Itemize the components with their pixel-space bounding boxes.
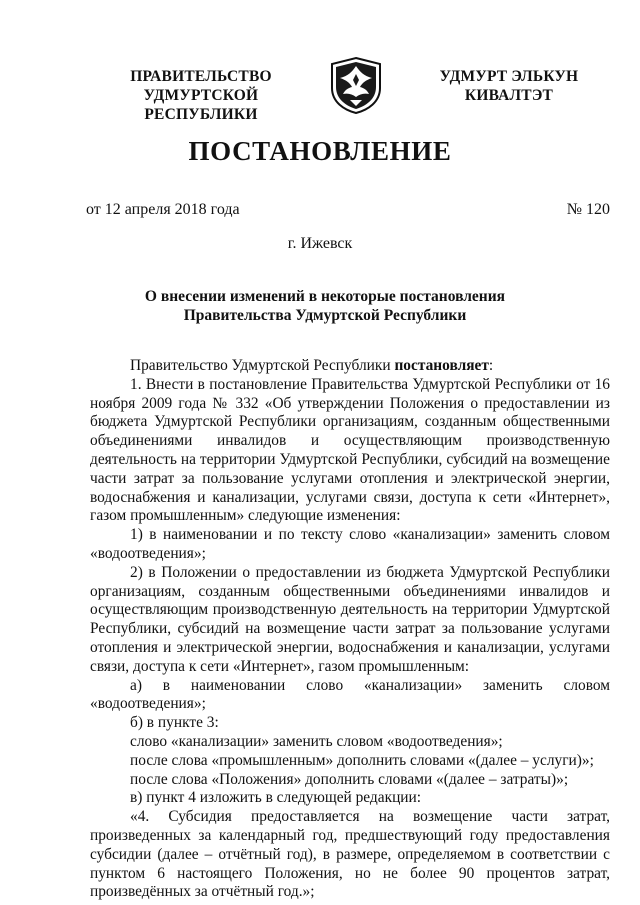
government-name-russian-line1: ПРАВИТЕЛЬСТВО [130,68,272,85]
government-name-udmurt-line1: УДМУРТ ЭЛЬКУН [439,68,579,85]
paragraph-3: 2) в Положении о предоставлении из бюджета Удмуртской Республики организациям, созданным общественными объединениями инвалидов и осуществляющим производственную деятельность на территории Удмуртской Республики, субсидий на возмещение части затрат за пользование услугами отопления и электрической энергии, водоснабжения и канализации, услугами связи, доступа к сети «Интернет», газом промышленным: [90,563,610,675]
document-city: г. Ижевск [287,235,353,252]
document-subject [80,287,570,325]
paragraph-1: 1. Внести в постановление Правительства Удмуртской Республики от 16 ноября 2009 года № 332 «Об утверждении Положения о предоставлении из бюджета Удмуртской Республики организациям, созданным общественными объединениями инвалидов и осуществляющим производственную деятельность на территории Удмуртской Республики, субсидий на возмещение части затрат за пользование услугами отопления и электрической энергии, водоснабжения и канализации, услугами связи, доступа к сети «Интернет», газом промышленным» следующие изменения: [90,375,610,525]
document-date: от 12 апреля 2018 года [86,201,240,218]
paragraph-8: после слова «Положения» дополнить словами «(далее – затраты)»; [130,770,569,788]
paragraph-5: б) в пункте 3: [130,714,219,732]
intro-bold: постановляет [394,357,489,374]
paragraph-2: 1) в наименовании и по тексту слово «канализации» заменить словом «водоотведения»; [90,526,610,562]
paragraph-9: в) пункт 4 изложить в следующей редакции: [130,789,422,807]
government-name-udmurt [420,67,598,105]
udmurt-coat-of-arms-icon [328,56,384,114]
paragraph-10: «4. Субсидия предоставляется на возмещение части затрат, произведенных за календарный год, предшествующий году предоставления субсидии (далее – отчётный год), в размере, определяемом в соответствии с пунктом 6 настоящего Положения, но не более 90 процентов затрат, произведённых за отчётный год.»; [90,808,610,901]
intro-suffix: : [488,357,494,374]
document-number: № 120 [566,201,610,218]
intro-prefix: Правительство Удмуртской Республики [130,357,395,374]
government-name-russian-line2: УДМУРТСКОЙ РЕСПУБЛИКИ [143,87,259,123]
paragraph-6: слово «канализации» заменить словом «водоотведения»; [130,732,503,750]
government-name-russian [86,67,316,124]
government-name-udmurt-line2: КИВАЛТЭТ [464,87,554,104]
intro-paragraph [90,357,610,376]
paragraph-7: после слова «промышленным» дополнить словами «(далее – услуги)»; [130,751,594,769]
subject-line2: Правительства Удмуртской Республики [183,307,467,324]
document-title: ПОСТАНОВЛЕНИЕ [188,136,452,166]
paragraph-4: а) в наименовании слово «канализации» заменить словом «водоотведения»; [90,676,610,713]
document-body [90,357,610,902]
subject-line1: О внесении изменений в некоторые постановления [144,288,506,305]
